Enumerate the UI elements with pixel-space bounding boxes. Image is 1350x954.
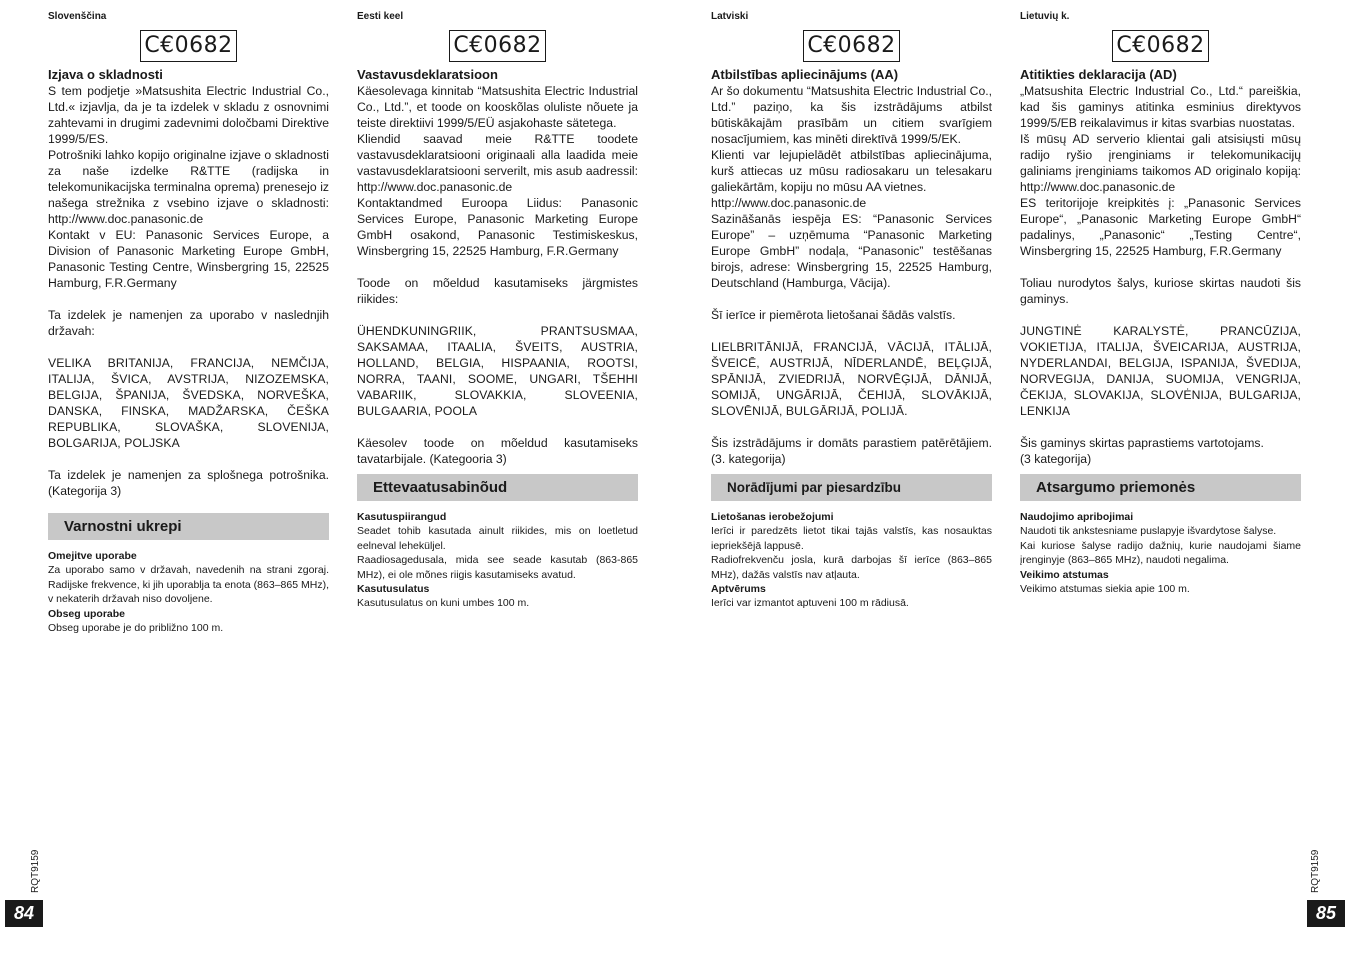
restrictions-body: Naudoti tik ankstesniame puslapyje išvardytose šalyse. Kai kuriose šalyse radijo dažnių, kurie naudojami šiame įrenginyje (863–865 MHz), naudoti negalima.	[1020, 525, 1301, 566]
document-code-right: RQT9159	[1310, 849, 1321, 893]
restrictions-heading: Naudojimo apribojimai	[1020, 511, 1134, 523]
country-list: JUNGTINĖ KARALYSTĖ, PRANCŪZIJA, VOKIETIJA, ITALIJA, ŠVEICARIJA, AUSTRIJA, NYDERLANDAI, BELGIJA, ISPANIJA, ŠVEDIJA, NORVEGIJA, DANIJA, SUOMIJA, VENGRIJA, ČEKIJA, SLOVAKIJA, SLOVĖNIJA, BULGARIJA, LENKIJA	[1020, 324, 1301, 418]
document-code-left: RQT9159	[30, 849, 41, 893]
page-number-right: 85	[1307, 900, 1345, 927]
precautions-banner: Ettevaatusabinõud	[357, 474, 638, 501]
range-heading: Veikimo atstumas	[1020, 568, 1109, 581]
language-heading: Eesti keel	[357, 11, 404, 22]
declaration-body: Ar šo dokumentu “Matsushita Electric Industrial Co., Ltd.” paziņo, ka šis izstrādājums atbilst būtiskākajām prasībām un citiem svarīgiem nosacījumiem, kas minēti direktīvā 1999/5/EK. Klienti var lejupielādēt atbilstības apliecinājuma, kurš attiecas uz mūsu radiosakaru un telesakaru galiekārtām, kopiju no mūsu AA vietnes. http://www.doc.panasonic.de Sazināšanās iespēja ES: “Panasonic Services Europe” – uzņēmuma “Panasonic Marketing Europe GmbH” nodaļa, “Panasonic” testēšanas birojs, adrese: Winsbergring 15, 22525 Hamburg, Deutschland (Hamburga, Vācija).	[711, 84, 992, 290]
declaration-body: „Matsushita Electric Industrial Co., Ltd.“ pareiškia, kad šis gaminys atitinka esminius direktyvos 1999/5/EB reikalavimus ir kitas svarbias nuostatas. Iš mūsų AD serverio klientai gali atsisiųsti mūsų radijo ryšio įrenginiams ir telekomunikacijų galiniams įrenginiams taikomos AD originalo kopiją: http://www.doc.panasonic.de ES teritorijoje kreipkitės į: „Panasonic Services Europe“, „Panasonic Marketing Europe GmbH“ padalinys, „Panasonic“ „Testing Centre“, Winsbergring 15, 22525 Hamburg, F.R.Germany	[1020, 84, 1301, 258]
column-lietuviu	[1020, 10, 1301, 596]
precautions-banner: Atsargumo priemonės	[1020, 474, 1301, 501]
country-list: ÜHENDKUNINGRIIK, PRANTSUSMAA, SAKSAMAA, ITAALIA, ŠVEITS, AUSTRIA, HOLLAND, BELGIA, HISPAANIA, ROOTSI, NORRA, TAANI, SOOME, UNGARI, TŠEHHI VABARIIK, SLOVAKKIA, SLOVEENIA, BULGAARIA, POOLA	[357, 324, 638, 418]
language-heading: Lietuvių k.	[1020, 11, 1070, 22]
consumer-category-text: Käesolev toode on mõeldud kasutamiseks tavatarbijale. (Kategooria 3)	[357, 436, 638, 466]
intended-countries-text: Šī ierīce ir piemērota lietošanai šādās valstīs.	[711, 308, 956, 322]
declaration-title: Atbilstības apliecinājums (AA)	[711, 67, 899, 82]
column-eesti	[357, 10, 638, 611]
restrictions-body: Ierīci ir paredzēts lietot tikai tajās valstīs, kas nosauktas iepriekšējā lappusē. Radiofrekvenču josla, kurā darbojas šī ierīce (863–865 MHz), dažās valstīs nav atļauta.	[711, 525, 992, 581]
restrictions-heading: Omejitve uporabe	[48, 550, 137, 562]
restrictions-heading: Lietošanas ierobežojumi	[711, 511, 834, 523]
range-body: Veikimo atstumas siekia apie 100 m.	[1020, 582, 1190, 595]
ce-mark-icon: C€0682	[140, 30, 236, 62]
country-list: LIELBRITĀNIJĀ, FRANCIJĀ, VĀCIJĀ, ITĀLIJĀ, ŠVEICĒ, AUSTRIJĀ, NĪDERLANDĒ, BEĻĢIJĀ, SPĀNIJĀ, ZVIEDRIJĀ, NORVĒĢIJĀ, DĀNIJĀ, SOMIJĀ, UNGĀRIJĀ, ČEHIJĀ, SLOVĀKIJĀ, SLOVĒNIJĀ, BULGĀRIJĀ, POLIJĀ.	[711, 340, 992, 418]
range-heading: Aptvērums	[711, 583, 766, 595]
ce-mark-icon: C€0682	[1112, 30, 1208, 62]
range-body: Kasutusulatus on kuni umbes 100 m.	[357, 597, 530, 609]
declaration-title: Atitikties deklaracija (AD)	[1020, 67, 1177, 82]
restrictions-body: Za uporabo samo v državah, navedenih na strani zgoraj. Radijske frekvence, ki jih uporablja ta enota (863–865 MHz), v nekaterih državah niso dovoljene.	[48, 564, 329, 605]
language-heading: Latviski	[711, 11, 749, 22]
restrictions-heading: Kasutuspiirangud	[357, 511, 447, 523]
declaration-title: Izjava o skladnosti	[48, 67, 163, 82]
precautions-banner: Norādījumi par piesardzību	[711, 474, 992, 501]
range-heading: Kasutusulatus	[357, 583, 430, 595]
precautions-banner: Varnostni ukrepi	[48, 513, 329, 540]
page-number-left: 84	[5, 900, 43, 927]
ce-mark-icon: C€0682	[449, 30, 545, 62]
intended-countries-text: Ta izdelek je namenjen za uporabo v naslednjih državah:	[48, 308, 329, 338]
restrictions-body: Seadet tohib kasutada ainult riikides, mis on loetletud eelneval leheküljel. Raadiosagedusala, mida see seade kasutab (863-865 MHz), ei ole mõnes riigis kasutamiseks avatud.	[357, 525, 638, 581]
ce-mark-icon: C€0682	[803, 30, 899, 62]
declaration-title: Vastavusdeklaratsioon	[357, 67, 498, 82]
range-body: Obseg uporabe je do približno 100 m.	[48, 621, 224, 634]
column-slovenscina	[48, 10, 329, 635]
range-body: Ierīci var izmantot aptuveni 100 m rādiusā.	[711, 597, 909, 609]
country-list: VELIKA BRITANIJA, FRANCIJA, NEMČIJA, ITALIJA, ŠVICA, AVSTRIJA, NIZOZEMSKA, BELGIJA, ŠPANIJA, ŠVEDSKA, NORVEŠKA, DANSKA, FINSKA, MADŽARSKA, ČEŠKA REPUBLIKA, SLOVAŠKA, SLOVENIJA, BOLGARIJA, POLJSKA	[48, 356, 329, 450]
consumer-category-text: Šis gaminys skirtas paprastiems vartotojams. (3 kategorija)	[1020, 436, 1264, 466]
declaration-body: Käesolevaga kinnitab “Matsushita Electric Industrial Co., Ltd.”, et toode on kooskõlas oluliste nõuete ja teiste direktiivi 1999/5/EÜ asjakohaste sätetega. Kliendid saavad meie R&TTE toodete vastavusdeklaratsiooni originaali alla laadida meie vastavusdeklaratsiooni serverilt, mis asub aadressil: http://www.doc.panasonic.de Kontaktandmed Euroopa Liidus: Panasonic Services Europe, Panasonic Marketing Europe GmbH osakond, Panasonic Testimiskeskus, Winsbergring 15, 22525 Hamburg, F.R.Germany	[357, 84, 638, 258]
intended-countries-text: Toliau nurodytos šalys, kuriose skirtas naudoti šis gaminys.	[1020, 276, 1301, 306]
intended-countries-text: Toode on mõeldud kasutamiseks järgmistes riikides:	[357, 276, 638, 306]
column-latviski	[711, 10, 992, 611]
consumer-category-text: Ta izdelek je namenjen za splošnega potrošnika. (Kategorija 3)	[48, 468, 329, 498]
consumer-category-text: Šis izstrādājums ir domāts parastiem patērētājiem. (3. kategorija)	[711, 436, 992, 466]
declaration-body: S tem podjetje »Matsushita Electric Industrial Co., Ltd.« izjavlja, da je ta izdelek v skladu z osnovnimi zahtevami in drugimi zadevnimi določbami Direktive 1999/5/ES. Potrošniki lahko kopijo originalne izjave o skladnosti za naše izdelke R&TTE (radijska in telekomunikacijska terminalna oprema) prenesejo iz našega strežnika z vsebino izjave o skladnosti: http://www.doc.panasonic.de Kontakt v EU: Panasonic Services Europe, a Division of Panasonic Marketing Europe GmbH, Panasonic Testing Centre, Winsbergring 15, 22525 Hamburg, F.R.Germany	[48, 84, 329, 290]
range-heading: Obseg uporabe	[48, 607, 126, 620]
language-heading: Slovenščina	[48, 11, 107, 22]
